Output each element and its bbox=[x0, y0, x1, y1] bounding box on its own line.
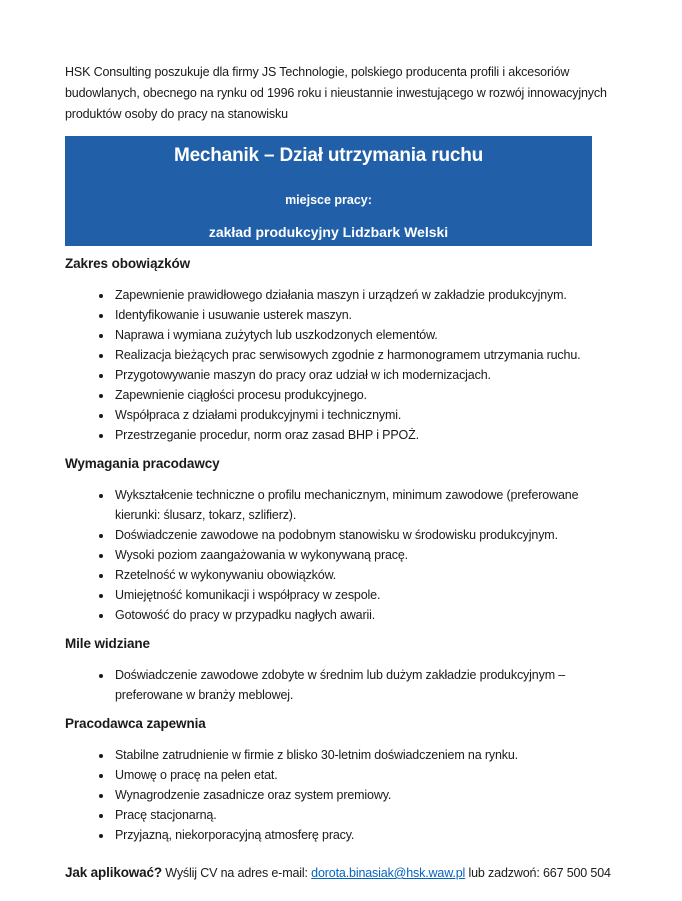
list-item: • Identyfikowanie i usuwanie usterek maszyn. bbox=[113, 305, 622, 325]
list-item: • Umowę o pracę na pełen etat. bbox=[113, 765, 622, 785]
list-item: • Pracę stacjonarną. bbox=[113, 805, 622, 825]
list-item: • Gotowość do pracy w przypadku nagłych awarii. bbox=[113, 605, 622, 625]
apply-text-after-link: lub zadzwoń: 667 500 504 bbox=[465, 866, 611, 880]
list-item: • Rzetelność w wykonywaniu obowiązków. bbox=[113, 565, 622, 585]
section-heading-nice-to-have: Mile widziane bbox=[65, 636, 150, 651]
list-item: • Umiejętność komunikacji i współpracy w zespole. bbox=[113, 585, 622, 605]
list-item: • Współpraca z działami produkcyjnymi i technicznymi. bbox=[113, 405, 622, 425]
requirements-list bbox=[65, 485, 622, 625]
list-item: • Przyjazną, niekorporacyjną atmosferę pracy. bbox=[113, 825, 622, 845]
list-item: • Wysoki poziom zaangażowania w wykonywaną pracę. bbox=[113, 545, 622, 565]
list-item: • Wykształcenie techniczne o profilu mechanicznym, minimum zawodowe (preferowane kierunki: ślusarz, tokarz, szlifierz). bbox=[113, 485, 622, 525]
list-item: • Realizacja bieżących prac serwisowych zgodnie z harmonogramem utrzymania ruchu. bbox=[113, 345, 622, 365]
email-link[interactable]: dorota.binasiak@hsk.waw.pl bbox=[311, 866, 466, 880]
list-item: • Przestrzeganie procedur, norm oraz zasad BHP i PPOŻ. bbox=[113, 425, 622, 445]
job-title-banner bbox=[65, 136, 592, 246]
list-item: • Doświadczenie zawodowe na podobnym stanowisku w środowisku produkcyjnym. bbox=[113, 525, 622, 545]
list-item: • Stabilne zatrudnienie w firmie z blisko 30-letnim doświadczeniem na rynku. bbox=[113, 745, 622, 765]
how-to-apply bbox=[65, 863, 622, 883]
list-item: • Przygotowywanie maszyn do pracy oraz udział w ich modernizacjach. bbox=[113, 365, 622, 385]
job-title: Mechanik – Dział utrzymania ruchu bbox=[173, 145, 484, 166]
nice-to-have-list bbox=[65, 665, 622, 705]
employer-offers-list bbox=[65, 745, 622, 845]
job-location: zakład produkcyjny Lidzbark Welski bbox=[208, 224, 449, 240]
list-item: • Doświadczenie zawodowe zdobyte w średnim lub dużym zakładzie produkcyjnym – preferowane w branży meblowej. bbox=[113, 665, 622, 705]
intro-paragraph: HSK Consulting poszukuje dla firmy JS Technologie, polskiego producenta profili i akcesoriów budowlanych, obecnego na rynku od 1996 roku i nieustannie inwestującego w rozwój innowacyjnych produktów osoby do pracy na stanowisku bbox=[65, 65, 607, 121]
section-heading-duties: Zakres obowiązków bbox=[65, 256, 191, 271]
apply-text-before-link: Wyślij CV na adres e-mail: bbox=[161, 866, 312, 880]
list-item: • Naprawa i wymiana zużytych lub uszkodzonych elementów. bbox=[113, 325, 622, 345]
section-heading-requirements: Wymagania pracodawcy bbox=[65, 456, 220, 471]
list-item: • Wynagrodzenie zasadnicze oraz system premiowy. bbox=[113, 785, 622, 805]
list-item: • Zapewnienie prawidłowego działania maszyn i urządzeń w zakładzie produkcyjnym. bbox=[113, 285, 622, 305]
section-heading-employer-offers: Pracodawca zapewnia bbox=[65, 716, 206, 731]
list-item: • Zapewnienie ciągłości procesu produkcyjnego. bbox=[113, 385, 622, 405]
how-to-apply-label: Jak aplikować? bbox=[65, 865, 162, 880]
duties-list bbox=[65, 285, 622, 445]
job-location-label: miejsce pracy: bbox=[285, 193, 372, 207]
